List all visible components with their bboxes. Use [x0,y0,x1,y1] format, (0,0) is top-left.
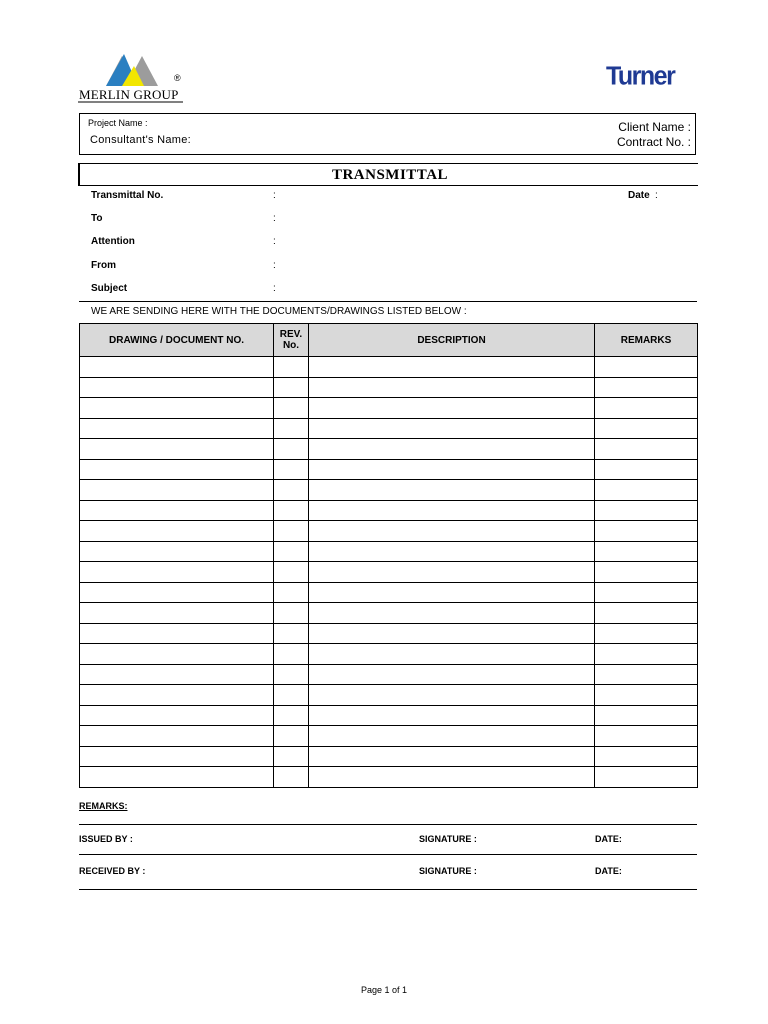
subject-label: Subject [91,283,128,294]
rev-no-cell[interactable] [274,685,309,706]
issued-by-label: ISSUED BY : [79,834,133,844]
remarks-cell[interactable] [595,439,698,460]
description-cell[interactable] [309,685,595,706]
remarks-header: REMARKS [595,324,698,357]
table-row [80,398,698,419]
from-colon: : [273,260,276,271]
table-row [80,603,698,624]
table-row [80,377,698,398]
description-header: DESCRIPTION [309,324,595,357]
description-cell[interactable] [309,644,595,665]
subject-colon: : [273,283,276,294]
description-cell[interactable] [309,726,595,747]
remarks-cell[interactable] [595,562,698,583]
table-row [80,562,698,583]
doc-no-cell[interactable] [80,459,274,480]
date-colon: : [655,190,658,201]
consultant-name-label: Consultant's Name: [90,134,192,146]
date-label: Date [628,190,650,201]
table-row [80,726,698,747]
rev-no-cell[interactable] [274,480,309,501]
rev-no-cell[interactable] [274,500,309,521]
merlin-logo-text: MERLIN GROUP [79,87,179,102]
remarks-cell[interactable] [595,480,698,501]
remarks-cell[interactable] [595,685,698,706]
doc-no-cell[interactable] [80,603,274,624]
to-colon: : [273,213,276,224]
description-cell[interactable] [309,603,595,624]
page-title: TRANSMITTAL [331,167,449,183]
doc-no-cell[interactable] [80,623,274,644]
doc-no-cell[interactable] [80,500,274,521]
remarks-cell[interactable] [595,603,698,624]
rev-no-cell[interactable] [274,541,309,562]
table-row [80,767,698,788]
rev-header-line2: No. [282,340,300,351]
table-row [80,685,698,706]
to-label: To [91,213,103,224]
description-cell[interactable] [309,377,595,398]
description-cell[interactable] [309,705,595,726]
description-cell[interactable] [309,459,595,480]
doc-no-cell[interactable] [80,418,274,439]
rev-no-cell[interactable] [274,582,309,603]
doc-no-cell[interactable] [80,664,274,685]
remarks-cell[interactable] [595,541,698,562]
description-cell[interactable] [309,398,595,419]
remarks-cell[interactable] [595,623,698,644]
remarks-cell[interactable] [595,398,698,419]
description-cell[interactable] [309,500,595,521]
doc-no-cell[interactable] [80,582,274,603]
issued-signature-label: SIGNATURE : [419,834,477,844]
doc-no-cell[interactable] [80,746,274,767]
table-row [80,623,698,644]
table-row [80,418,698,439]
rev-no-cell[interactable] [274,726,309,747]
table-row [80,480,698,501]
table-row [80,439,698,460]
rev-no-cell[interactable] [274,767,309,788]
rev-no-cell[interactable] [274,562,309,583]
divider [79,301,697,302]
remarks-cell[interactable] [595,418,698,439]
description-cell[interactable] [309,521,595,542]
rev-no-header [274,324,309,357]
rev-header-line1: REV. [279,329,303,340]
description-cell[interactable] [309,664,595,685]
table-header-row [80,324,698,357]
rev-no-cell[interactable] [274,603,309,624]
doc-no-cell[interactable] [80,562,274,583]
rev-no-cell[interactable] [274,357,309,378]
description-cell[interactable] [309,562,595,583]
attention-colon: : [273,236,276,247]
table-row [80,705,698,726]
transmittal-no-label: Transmittal No. [91,190,164,201]
remarks-cell[interactable] [595,521,698,542]
doc-no-cell[interactable] [80,521,274,542]
table-row [80,644,698,665]
doc-no-cell[interactable] [80,685,274,706]
doc-no-cell[interactable] [80,377,274,398]
table-row [80,500,698,521]
transmittal-title-box [78,163,698,186]
remarks-cell[interactable] [595,767,698,788]
remarks-cell[interactable] [595,644,698,665]
table-row [80,521,698,542]
from-label: From [91,260,116,271]
registered-mark: ® [174,73,181,83]
page-number: Page 1 of 1 [360,985,408,995]
doc-no-cell[interactable] [80,767,274,788]
description-cell[interactable] [309,623,595,644]
divider [79,824,697,825]
doc-no-cell[interactable] [80,357,274,378]
description-cell[interactable] [309,418,595,439]
table-row [80,357,698,378]
description-cell[interactable] [309,357,595,378]
table-row [80,459,698,480]
remarks-cell[interactable] [595,500,698,521]
remarks-cell[interactable] [595,357,698,378]
project-info-box [79,113,696,155]
remarks-cell[interactable] [595,705,698,726]
documents-table [79,323,698,788]
received-signature-label: SIGNATURE : [419,866,477,876]
rev-no-cell[interactable] [274,398,309,419]
doc-no-cell[interactable] [80,644,274,665]
rev-no-cell[interactable] [274,705,309,726]
doc-no-cell[interactable] [80,541,274,562]
remarks-cell[interactable] [595,746,698,767]
table-body [80,357,698,788]
turner-logo: Turner [606,61,675,91]
description-cell[interactable] [309,767,595,788]
remarks-cell[interactable] [595,582,698,603]
table-row [80,746,698,767]
description-cell[interactable] [309,582,595,603]
rev-no-cell[interactable] [274,746,309,767]
description-cell[interactable] [309,746,595,767]
rev-no-cell[interactable] [274,521,309,542]
description-cell[interactable] [309,480,595,501]
doc-no-cell[interactable] [80,480,274,501]
received-by-label: RECEIVED BY : [79,866,146,876]
rev-no-cell[interactable] [274,439,309,460]
doc-no-cell[interactable] [80,705,274,726]
contract-no-label: Contract No. : [616,135,691,149]
remarks-cell[interactable] [595,726,698,747]
rev-no-cell[interactable] [274,623,309,644]
attention-label: Attention [91,236,135,247]
remarks-cell[interactable] [595,459,698,480]
doc-no-cell[interactable] [80,439,274,460]
received-date-label: DATE: [595,866,622,876]
doc-no-header: DRAWING / DOCUMENT NO. [80,324,274,357]
remarks-label: REMARKS: [79,801,128,811]
project-name-label: Project Name : [88,118,148,128]
doc-no-cell[interactable] [80,398,274,419]
table-row [80,664,698,685]
rev-no-cell[interactable] [274,418,309,439]
rev-no-cell[interactable] [274,664,309,685]
remarks-cell[interactable] [595,664,698,685]
table-row [80,541,698,562]
description-cell[interactable] [309,439,595,460]
rev-no-cell[interactable] [274,459,309,480]
documents-list-note: WE ARE SENDING HERE WITH THE DOCUMENTS/DRAWINGS LISTED BELOW : [91,306,467,317]
remarks-cell[interactable] [595,377,698,398]
rev-no-cell[interactable] [274,377,309,398]
doc-no-cell[interactable] [80,726,274,747]
client-name-label: Client Name : [618,120,691,134]
divider [79,889,697,890]
description-cell[interactable] [309,541,595,562]
issued-date-label: DATE: [595,834,622,844]
rev-no-cell[interactable] [274,644,309,665]
table-row [80,582,698,603]
divider [79,854,697,855]
transmittal-no-colon: : [273,190,276,201]
